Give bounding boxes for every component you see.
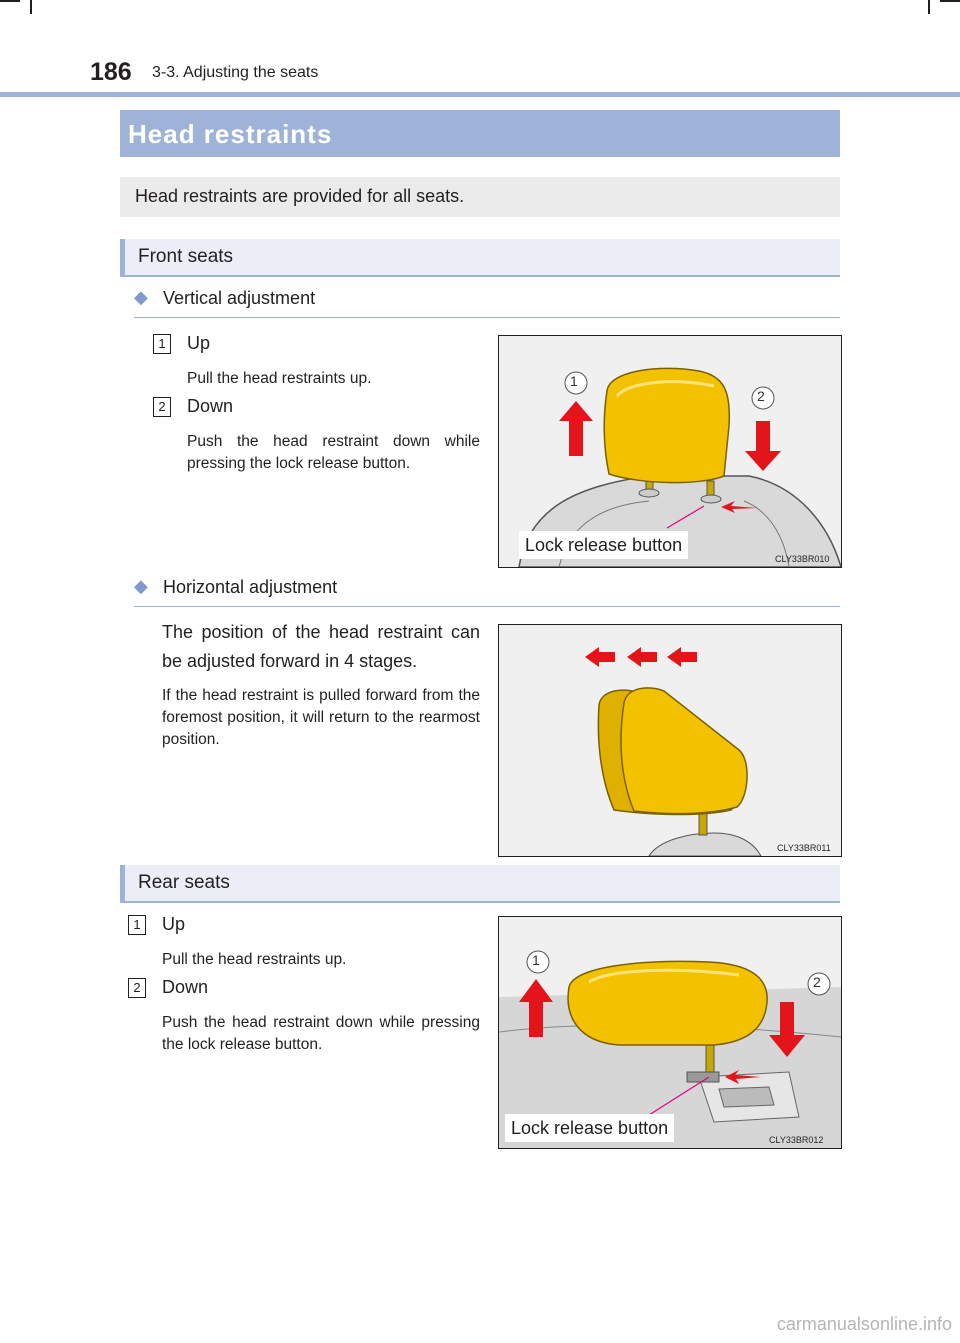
watermark: carmanualsonline.info (776, 1314, 952, 1334)
header-rule (0, 92, 960, 97)
page-title-bar (120, 110, 840, 157)
horizontal-adjustment-illustration (499, 625, 841, 856)
step-label-down: Down (187, 396, 234, 416)
figure-code: CLY33BR010 (775, 554, 830, 564)
step-desc-down: Push the head restraint down while pressing the lock release button. (187, 433, 480, 472)
step-number-badge: 1 (128, 915, 146, 935)
lock-release-caption: Lock release button (505, 1114, 674, 1142)
step-desc-up: Pull the head restraints up. (187, 370, 372, 387)
callout-1: 1 (570, 373, 578, 389)
figure-rear-adjustment (498, 916, 842, 1149)
step-number-badge: 1 (153, 334, 171, 354)
diamond-icon: ◆ (134, 576, 148, 596)
vertical-adjustment-heading (134, 287, 840, 318)
step-label-up: Up (162, 914, 186, 934)
page-number: 186 (90, 58, 132, 86)
diamond-icon: ◆ (134, 287, 148, 307)
crop-mark (0, 0, 20, 2)
step-label-down: Down (162, 977, 209, 997)
intro-box (120, 177, 840, 217)
callout-2: 2 (813, 974, 821, 990)
step-desc-down: Push the head restraint down while pressing the lock release button. (162, 1014, 480, 1053)
lock-release-caption: Lock release button (519, 531, 688, 559)
callout-1: 1 (532, 952, 540, 968)
rear-seats-heading (120, 865, 840, 903)
horizontal-adjustment-heading (134, 576, 840, 607)
callout-2: 2 (757, 388, 765, 404)
front-seats-heading-text: Front seats (138, 246, 234, 267)
intro-text: Head restraints are provided for all seats. (135, 186, 465, 206)
horizontal-adjustment-title: Horizontal adjustment (163, 577, 338, 597)
front-seats-heading (120, 239, 840, 277)
figure-horizontal-adjustment (498, 624, 842, 857)
crop-mark (30, 0, 32, 14)
page-title: Head restraints (128, 119, 333, 149)
crop-mark (940, 0, 960, 2)
crop-mark (928, 0, 930, 14)
figure-vertical-adjustment (498, 335, 842, 568)
rear-seats-heading-text: Rear seats (138, 872, 230, 893)
figure-code: CLY33BR011 (777, 843, 831, 853)
forward-arrow-icon (627, 647, 657, 667)
section-reference: 3-3. Adjusting the seats (152, 64, 319, 81)
horizontal-body-text: The position of the head restraint can be adjusted forward in 4 stages. (162, 622, 480, 671)
forward-arrow-icon (667, 647, 697, 667)
figure-code: CLY33BR012 (769, 1135, 824, 1145)
step-number-badge: 2 (128, 978, 146, 998)
vertical-adjustment-title: Vertical adjustment (163, 288, 316, 308)
step-number-badge: 2 (153, 397, 171, 417)
down-arrow-icon (745, 421, 781, 471)
step-label-up: Up (187, 333, 211, 353)
step-desc-up: Pull the head restraints up. (162, 951, 347, 968)
horizontal-note: If the head restraint is pulled forward from the foremost position, it will return to the rearmost position. (162, 687, 480, 748)
up-arrow-icon (559, 401, 593, 456)
forward-arrow-icon (585, 647, 615, 667)
